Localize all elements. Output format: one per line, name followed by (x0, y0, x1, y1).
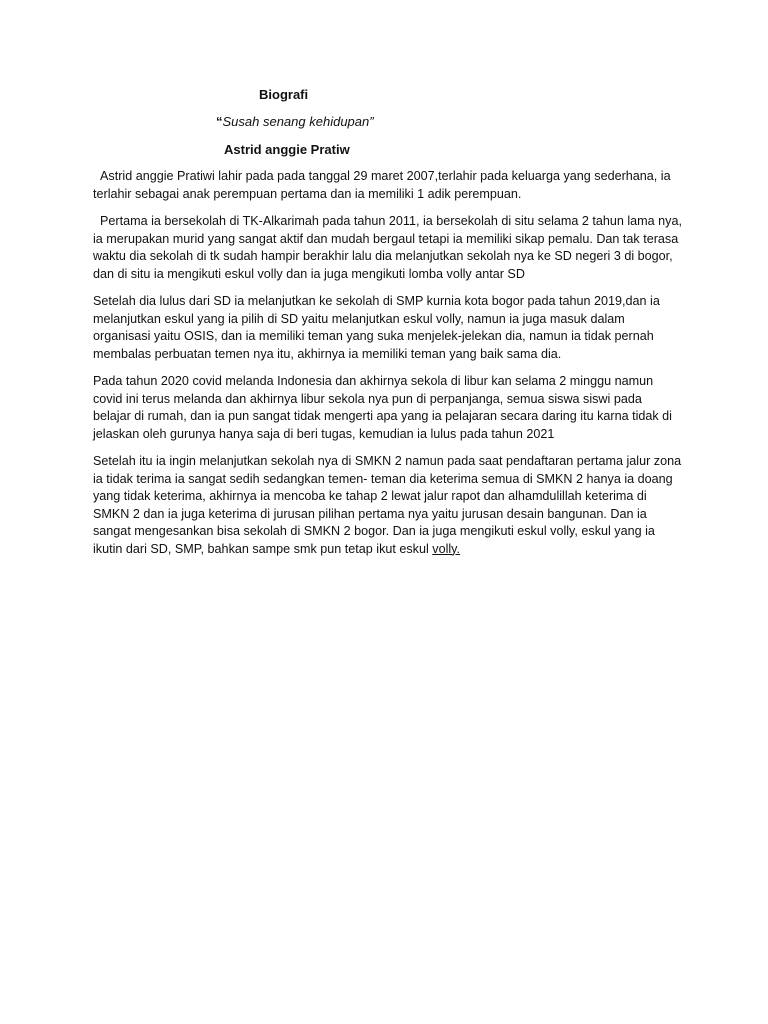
last-paragraph-text: Setelah itu ia ingin melanjutkan sekolah nya di SMKN 2 namun pada saat pendaftaran pertama jalur zona ia tidak terima ia sangat sedih sedangkan temen- teman dia keterima semua di SMKN 2 hanya ia doang yang tidak keterima, akhirnya ia mencoba ke tahap 2 lewat jalur rapot dan alhamdulillah keterima di SMKN 2 dan ia juga keterima di jurusan pilihan pertama nya yaitu jurusan desain bangunan. Dan ia sangat mengesankan bisa sekolah di SMKN 2 bogor. Dan ia juga mengikuti eskul volly, eskul yang ia ikutin dari SD, SMP, bahkan sampe smk pun tetap ikut eskul (93, 454, 682, 556)
document-subtitle (216, 114, 374, 129)
body-paragraph: Setelah dia lulus dari SD ia melanjutkan ke sekolah di SMP kurnia kota bogor pada tahun 2019,dan ia melanjutkan eskul yang ia pilih di SD yaitu melanjutkan eskul volly, namun ia juga masuk dalam organisasi yaitu OSIS, dan ia memiliki teman yang suka menjelek-jelekan dia, namun ia tidak pernah membalas perbuatan temen nya itu, akhirnya ia memiliki teman yang baik sama dia. (93, 294, 660, 361)
subtitle-text: Susah senang kehidupan (222, 114, 370, 129)
subtitle-open-quote: “ (216, 114, 223, 129)
body-paragraph: Astrid anggie Pratiwi lahir pada pada tanggal 29 maret 2007,terlahir pada keluarga yang sederhana, ia terlahir sebagai anak perempuan pertama dan ia memiliki 1 adik perempuan. (93, 169, 675, 201)
document-author: Astrid anggie Pratiw (224, 142, 350, 157)
subtitle-close-quote: ” (369, 114, 374, 129)
body-paragraph-last (93, 453, 683, 558)
document-body (93, 168, 686, 568)
body-paragraph: Pertama ia bersekolah di TK-Alkarimah pada tahun 2011, ia bersekolah di situ selama 2 tahun lama nya, ia merupakan murid yang sangat aktif dan mudah bergaul tetapi ia memiliki sikap pemalu. Dan tak terasa waktu dia sekolah di tk sudah hampir berakhir lalu dia melanjutkan sekolah nya ke SD negeri 3 di bogor, dan di situ ia mengikuti eskul volly dan ia juga mengikuti lomba volly antar SD (93, 214, 686, 281)
underlined-word: volly. (432, 541, 461, 556)
body-paragraph: Pada tahun 2020 covid melanda Indonesia dan akhirnya sekola di libur kan selama 2 minggu namun covid ini terus melanda dan akhirnya libur sekola nya pun di perpanjanga, semua siswa siswi pada belajar di rumah, dan ia pun sangat tidak mengerti apa yang ia pelajaran secara daring itu karna tidak di jelaskan oleh gurunya hanya saja di beri tugas, kemudian ia lulus pada tahun 2021 (93, 374, 672, 441)
document-title: Biografi (259, 87, 309, 102)
